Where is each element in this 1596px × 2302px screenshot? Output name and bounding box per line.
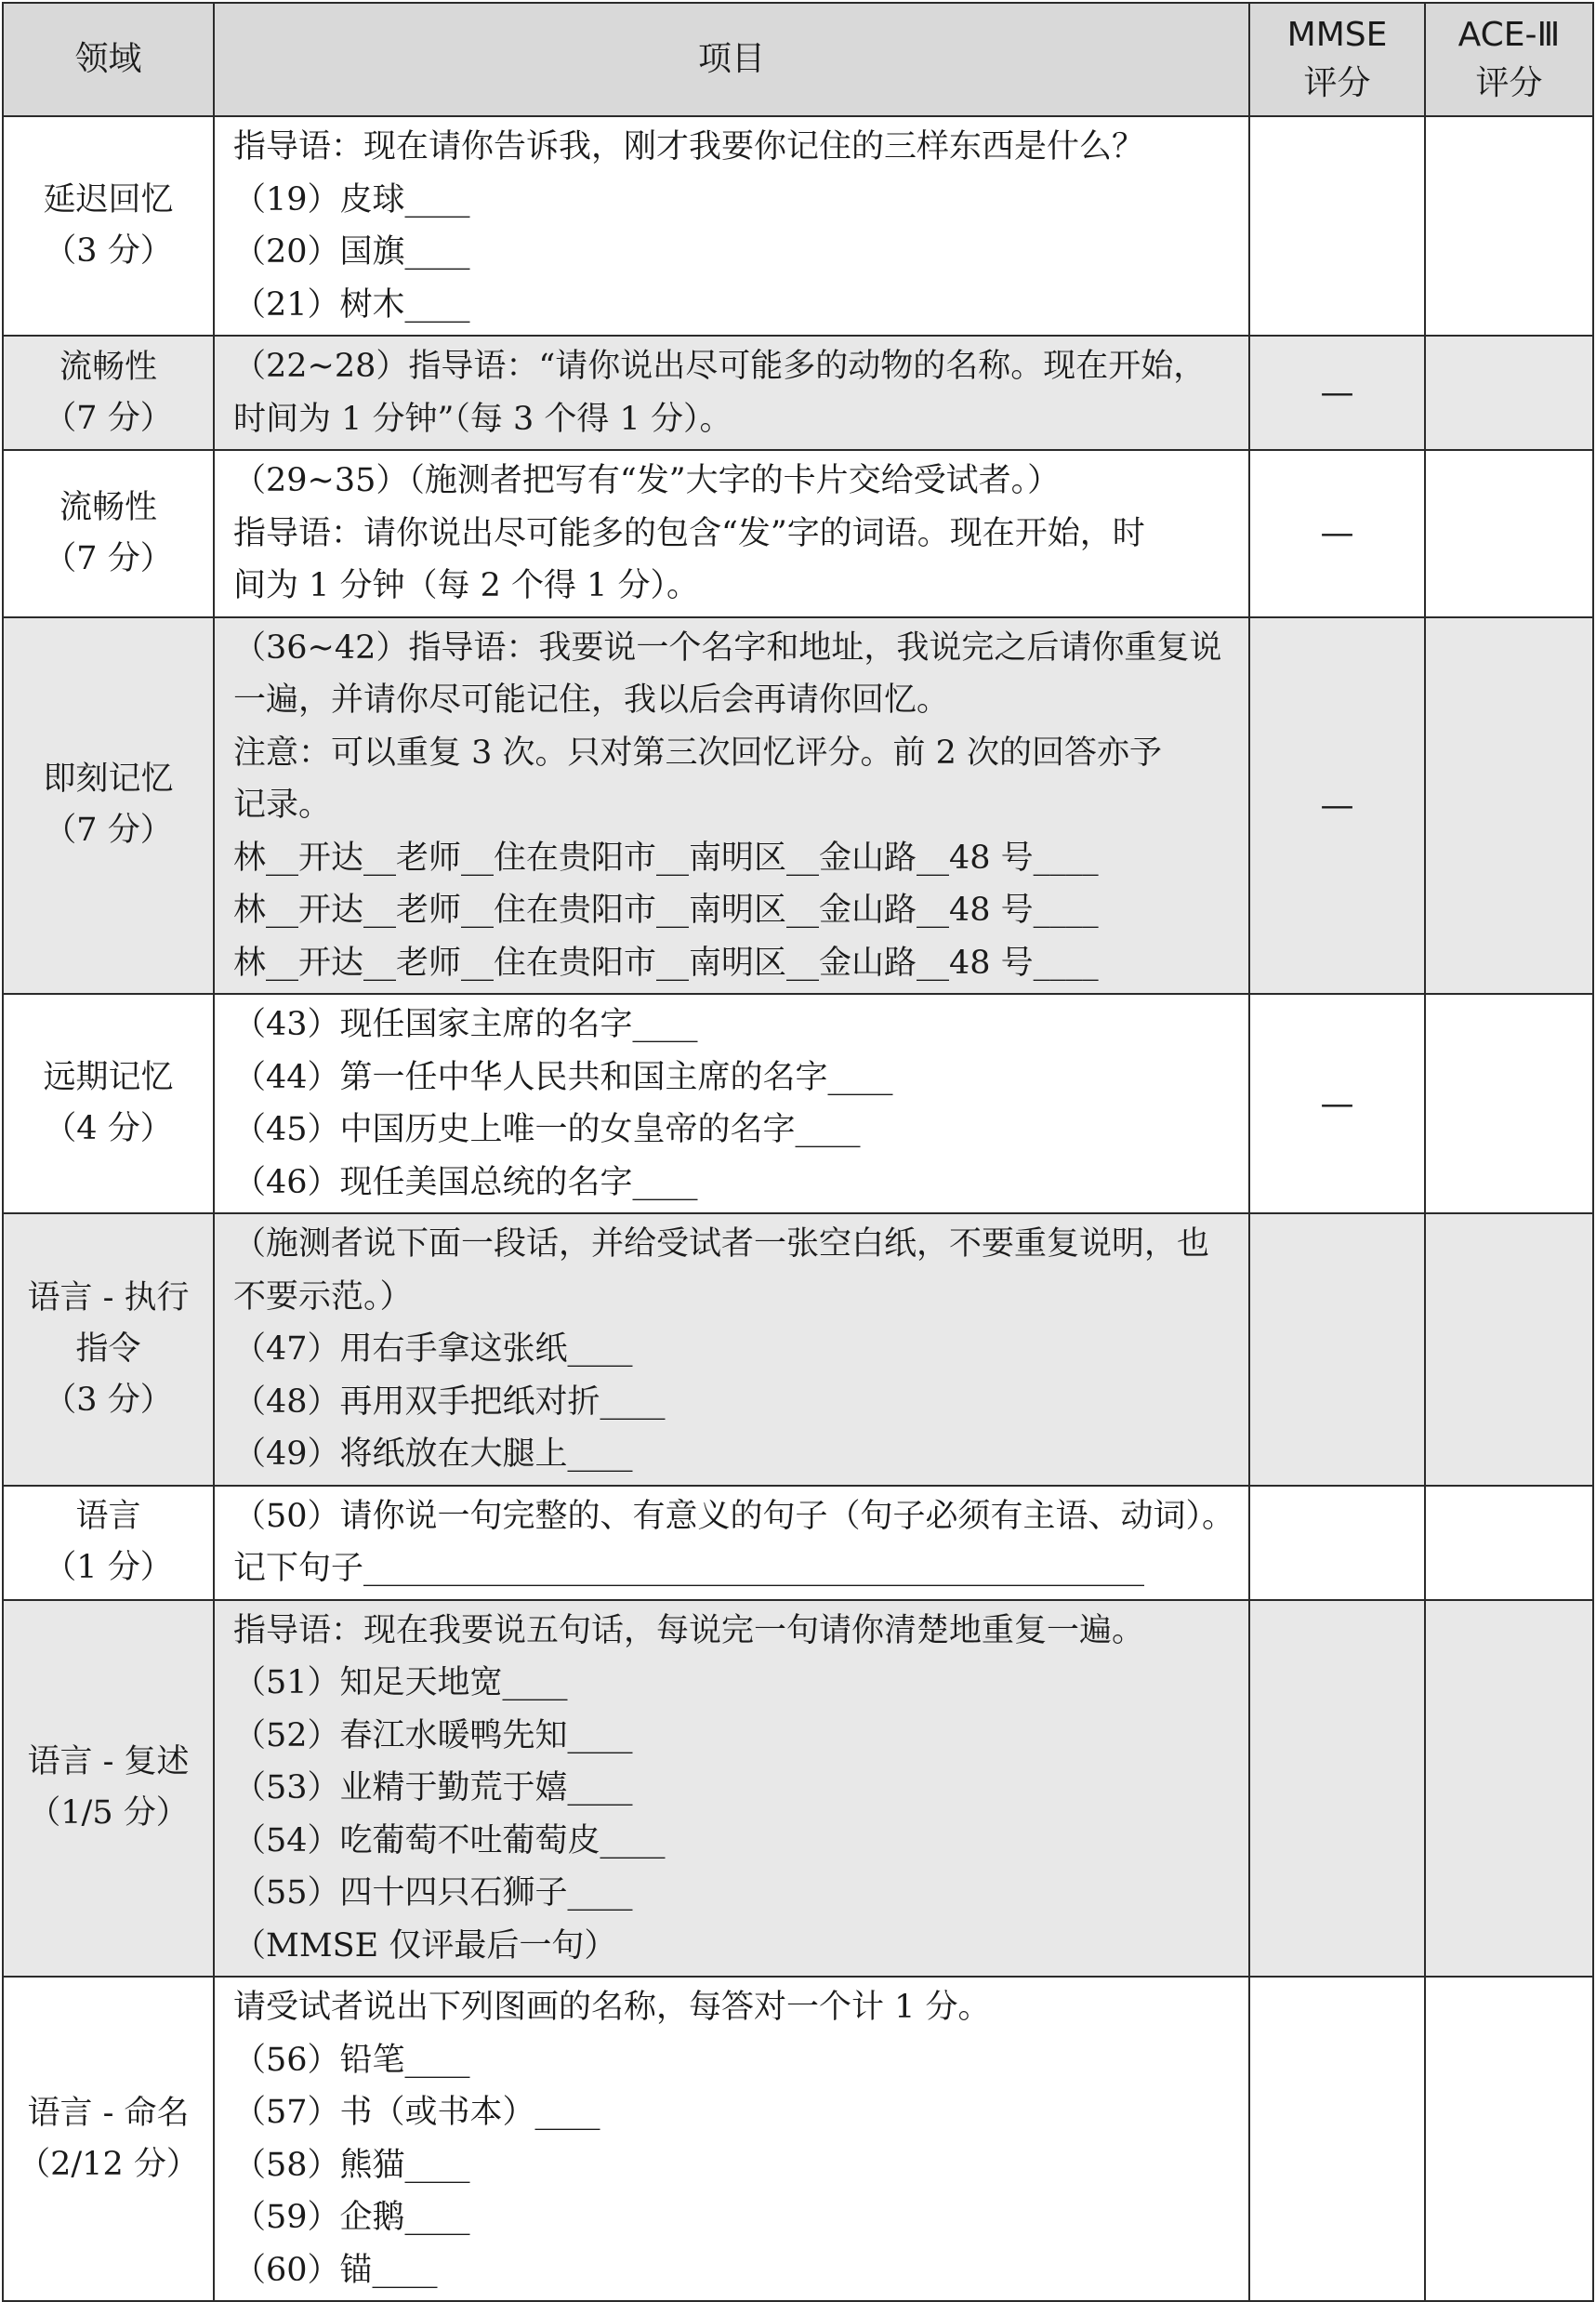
header-ace-line-1: ACE-Ⅲ [1458, 16, 1561, 54]
item-line: （56）铅笔____ [233, 2041, 470, 2079]
item-line: （54）吃葡萄不吐葡萄皮____ [233, 1821, 666, 1859]
item-line: 林__开达__老师__住在贵阳市__南明区__金山路__48 号____ [233, 944, 1099, 982]
item-cell [214, 336, 1249, 450]
item-line: （53）业精于勤荒于嬉____ [233, 1769, 633, 1806]
item-line: （44）第一任中华人民共和国主席的名字____ [233, 1058, 893, 1096]
item-cell [214, 450, 1249, 617]
page [2, 2, 1592, 2302]
item-line: （22~28）指导语：“请你说出尽可能多的动物的名称。现在开始， [233, 348, 1207, 385]
domain-line: 远期记忆 [43, 1059, 174, 1096]
mmse-score-cell[interactable]: — [1249, 617, 1425, 995]
item-cell [214, 617, 1249, 995]
item-line: 林__开达__老师__住在贵阳市__南明区__金山路__48 号____ [233, 839, 1099, 877]
item-line: 指导语：现在我要说五句话，每说完一句请你清楚地重复一遍。 [233, 1611, 1145, 1649]
header-domain: 领域 [3, 3, 214, 116]
domain-line: （4 分） [44, 1110, 173, 1147]
domain-cell [3, 1600, 214, 1978]
item-cell [214, 1213, 1249, 1486]
item-line: （45）中国历史上唯一的女皇帝的名字____ [233, 1111, 861, 1148]
item-line: 记下句子________________________________________________ [233, 1550, 1145, 1587]
item-line: （49）将纸放在大腿上____ [233, 1435, 633, 1473]
item-line: （48）再用双手把纸对折____ [233, 1383, 666, 1421]
table-row [3, 1213, 1593, 1486]
domain-line: （3 分） [44, 1381, 173, 1419]
header-ace-line-2: 评分 [1475, 64, 1543, 102]
domain-line: 延迟回忆 [43, 181, 174, 218]
item-line: （46）现任美国总统的名字____ [233, 1163, 698, 1201]
domain-cell [3, 450, 214, 617]
domain-line: 语言 - 执行 [27, 1278, 190, 1316]
table-row [3, 450, 1593, 617]
table-body [3, 116, 1593, 2301]
domain-cell [3, 1977, 214, 2301]
table-row [3, 994, 1593, 1213]
domain-cell [3, 336, 214, 450]
mmse-score-cell[interactable] [1249, 1486, 1425, 1600]
item-line: （47）用右手拿这张纸____ [233, 1330, 633, 1368]
header-item: 项目 [214, 3, 1249, 116]
mmse-score-cell[interactable]: — [1249, 336, 1425, 450]
table-row [3, 336, 1593, 450]
item-line: （55）四十四只石狮子____ [233, 1874, 633, 1912]
item-line: （52）春江水暖鸭先知____ [233, 1716, 633, 1754]
item-line: （29~35）（施测者把写有“发”大字的卡片交给受试者。） [233, 462, 1061, 499]
mmse-score-cell[interactable] [1249, 1600, 1425, 1978]
domain-line: 语言 - 复述 [27, 1743, 190, 1781]
domain-line: 指令 [75, 1330, 141, 1368]
assessment-table [2, 2, 1594, 2302]
item-line: （36~42）指导语：我要说一个名字和地址，我说完之后请你重复说 [233, 628, 1222, 667]
table-row [3, 617, 1593, 995]
domain-line: （2/12 分） [18, 2145, 199, 2183]
ace-score-cell[interactable] [1425, 1486, 1593, 1600]
item-line: 请受试者说出下列图画的名称，每答对一个计 1 分。 [233, 1989, 991, 2026]
domain-cell [3, 1486, 214, 1600]
item-line: （59）企鹅____ [233, 2199, 470, 2236]
mmse-score-cell[interactable]: — [1249, 994, 1425, 1213]
table-row [3, 116, 1593, 336]
item-line: 记录。 [233, 787, 332, 824]
domain-line: （7 分） [44, 399, 173, 437]
ace-score-cell[interactable] [1425, 336, 1593, 450]
domain-cell [3, 617, 214, 995]
item-line: 注意：可以重复 3 次。只对第三次回忆评分。前 2 次的回答亦予 [233, 734, 1163, 772]
item-line: （60）锚____ [233, 2251, 438, 2289]
item-line: （施测者说下面一段话，并给受试者一张空白纸，不要重复说明，也 [233, 1225, 1210, 1263]
item-line: （58）熊猫____ [233, 2146, 470, 2184]
mmse-score-cell[interactable] [1249, 1977, 1425, 2301]
header-ace [1425, 3, 1593, 116]
header-mmse-line-1: MMSE [1286, 16, 1388, 54]
item-cell [214, 994, 1249, 1213]
item-line: （21）树木____ [233, 285, 470, 324]
item-line: 指导语：现在请你告诉我，刚才我要你记住的三样东西是什么？ [233, 128, 1145, 165]
item-line: 指导语：请你说出尽可能多的包含“发”字的词语。现在开始，时 [233, 514, 1145, 552]
item-line: （MMSE 仅评最后一句） [233, 1926, 617, 1965]
domain-cell [3, 994, 214, 1213]
domain-line: （1 分） [44, 1549, 173, 1586]
item-line: （43）现任国家主席的名字____ [233, 1006, 698, 1043]
domain-line: 即刻记忆 [43, 761, 174, 799]
ace-score-cell[interactable] [1425, 1600, 1593, 1978]
item-cell [214, 1977, 1249, 2301]
domain-line: 流畅性 [59, 488, 157, 526]
ace-score-cell[interactable] [1425, 450, 1593, 617]
domain-line: 语言 - 命名 [27, 2094, 190, 2132]
ace-score-cell[interactable] [1425, 1213, 1593, 1486]
item-line: 时间为 1 分钟”（每 3 个得 1 分）。 [233, 400, 732, 438]
item-cell [214, 116, 1249, 336]
domain-line: （3 分） [44, 232, 173, 270]
table-row [3, 1600, 1593, 1978]
table-row [3, 1977, 1593, 2301]
ace-score-cell[interactable] [1425, 994, 1593, 1213]
item-line: 间为 1 分钟（每 2 个得 1 分）。 [233, 567, 700, 604]
domain-cell [3, 1213, 214, 1486]
item-cell [214, 1486, 1249, 1600]
mmse-score-cell[interactable]: — [1249, 450, 1425, 617]
ace-score-cell[interactable] [1425, 617, 1593, 995]
table-row [3, 1486, 1593, 1600]
domain-line: （7 分） [44, 539, 173, 577]
mmse-score-cell[interactable] [1249, 1213, 1425, 1486]
header-mmse-line-2: 评分 [1303, 64, 1371, 102]
item-line: （50）请你说一句完整的、有意义的句子（句子必须有主语、动词）。 [233, 1497, 1235, 1535]
item-line: （57）书（或书本）____ [233, 2094, 600, 2131]
mmse-score-cell[interactable] [1249, 116, 1425, 336]
domain-line: 流畅性 [59, 348, 157, 386]
item-line: 林__开达__老师__住在贵阳市__南明区__金山路__48 号____ [233, 892, 1099, 929]
ace-score-cell[interactable] [1425, 1977, 1593, 2301]
domain-cell [3, 116, 214, 336]
item-line: （51）知足天地宽____ [233, 1664, 568, 1701]
header-row [3, 3, 1593, 116]
domain-line: 语言 [75, 1498, 141, 1535]
item-cell [214, 1600, 1249, 1978]
domain-line: （7 分） [44, 812, 173, 850]
ace-score-cell[interactable] [1425, 116, 1593, 336]
item-line: （19）皮球____ [233, 180, 470, 218]
item-line: 一遍，并请你尽可能记住，我以后会再请你回忆。 [233, 681, 950, 719]
item-line: （20）国旗____ [233, 233, 470, 271]
domain-line: （1/5 分） [28, 1794, 189, 1832]
header-mmse [1249, 3, 1425, 116]
item-line: 不要示范。） [233, 1277, 413, 1316]
